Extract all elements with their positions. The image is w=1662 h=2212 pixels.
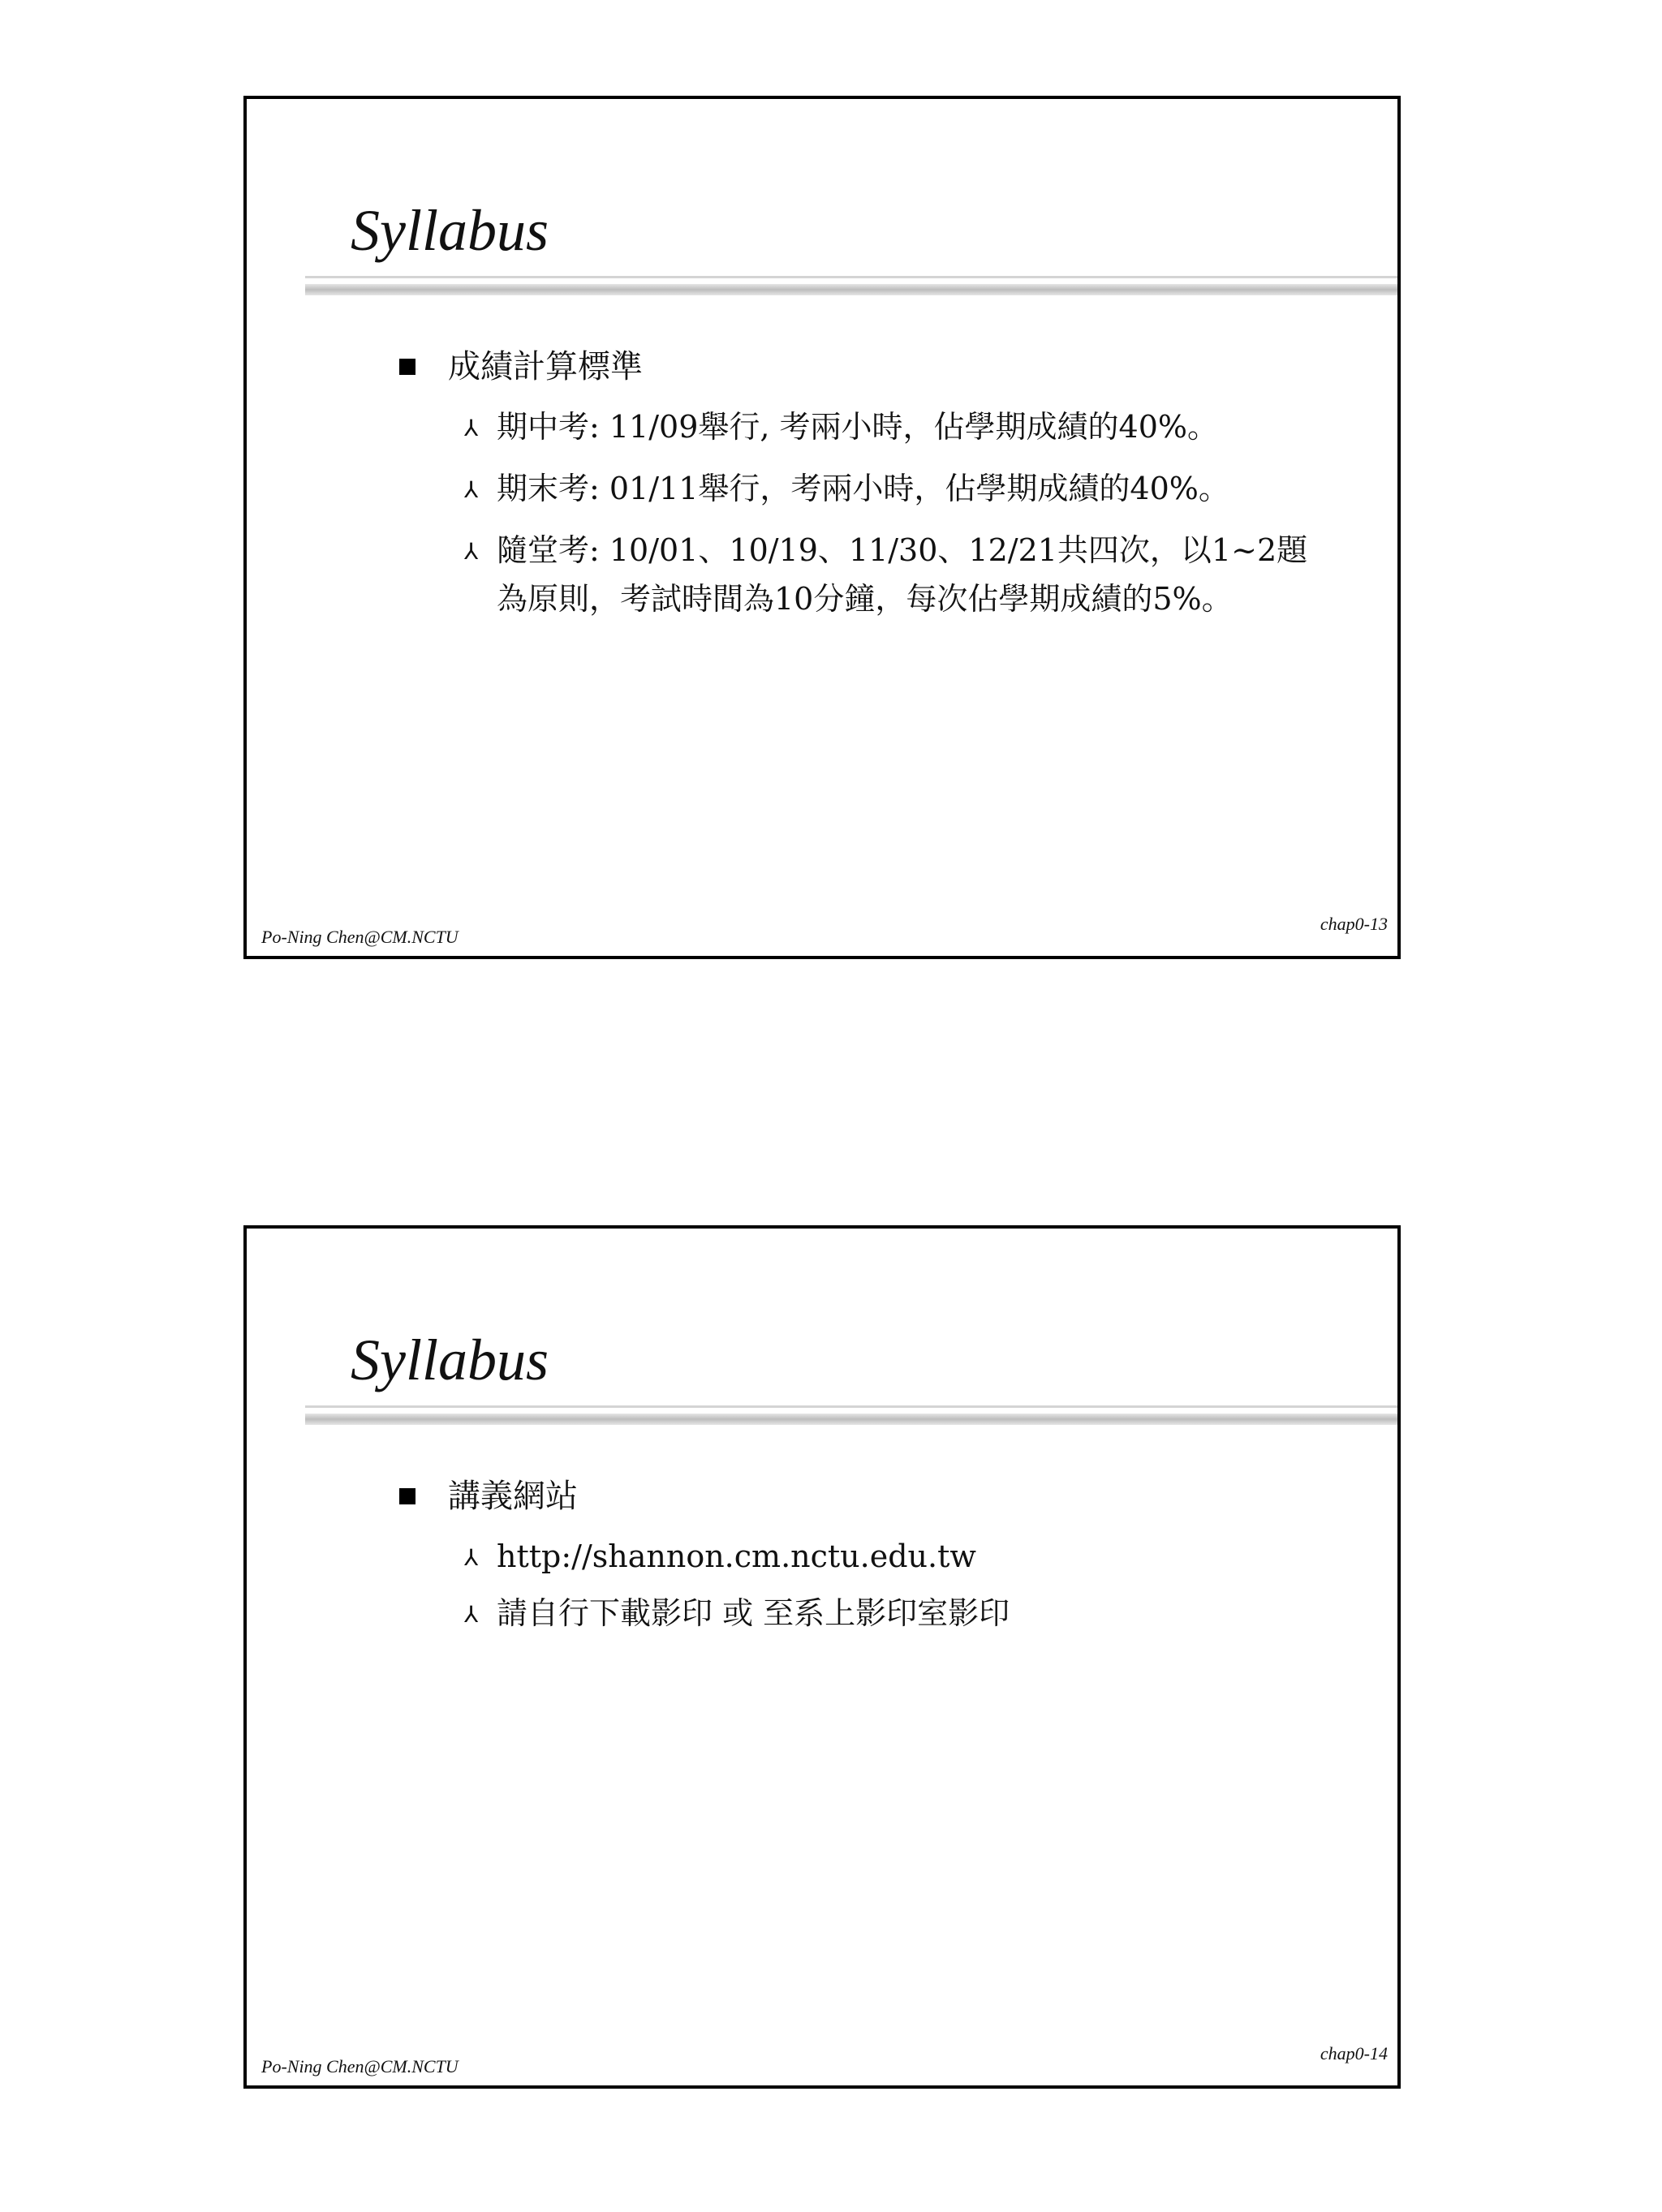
square-bullet-icon — [399, 1488, 416, 1504]
list-item-text: 期末考: 01/11舉行，考兩小時，佔學期成績的40%。 — [497, 471, 1229, 506]
heading-text: 成績計算標準 — [448, 348, 643, 385]
list-item — [464, 1589, 1324, 1637]
slide-title: Syllabus — [351, 198, 549, 263]
title-divider-thin — [305, 276, 1397, 278]
list-item — [464, 1532, 1324, 1581]
title-divider-thick — [305, 1414, 1397, 1425]
list-item — [464, 464, 1324, 513]
bullet-heading — [399, 347, 643, 386]
list-item-text: 期中考: 11/09舉行, 考兩小時，佔學期成績的40%。 — [497, 409, 1219, 445]
title-divider-thin — [305, 1405, 1397, 1408]
bullet-heading — [399, 1477, 578, 1516]
footer-page-number: chap0-14 — [1320, 2043, 1388, 2064]
triangle-bullet-icon: ⅄ — [464, 415, 479, 441]
slide-title: Syllabus — [351, 1328, 549, 1392]
footer-author: Po-Ning Chen@CM.NCTU — [261, 2056, 459, 2076]
triangle-bullet-icon: ⅄ — [464, 1544, 479, 1571]
website-link[interactable]: http://shannon.cm.nctu.edu.tw — [497, 1539, 976, 1574]
slide-chap0-14 — [243, 1225, 1401, 2089]
triangle-bullet-icon: ⅄ — [464, 476, 479, 503]
list-item — [464, 402, 1324, 451]
list-item — [464, 526, 1324, 623]
triangle-bullet-icon: ⅄ — [464, 538, 479, 565]
triangle-bullet-icon: ⅄ — [464, 1601, 479, 1628]
heading-text: 講義網站 — [448, 1478, 578, 1515]
footer-page-number: chap0-13 — [1320, 914, 1388, 934]
list-item-text: 請自行下載影印 或 至系上影印室影印 — [497, 1595, 1010, 1631]
footer-author: Po-Ning Chen@CM.NCTU — [261, 927, 459, 947]
list-item-text: 隨堂考: 10/01、10/19、11/30、12/21共四次，以1~2題為原則，考試時間為10分鐘，每次佔學期成績的5%。 — [497, 532, 1308, 617]
square-bullet-icon — [399, 359, 416, 375]
slide-chap0-13 — [243, 96, 1401, 959]
title-divider-thick — [305, 284, 1397, 295]
